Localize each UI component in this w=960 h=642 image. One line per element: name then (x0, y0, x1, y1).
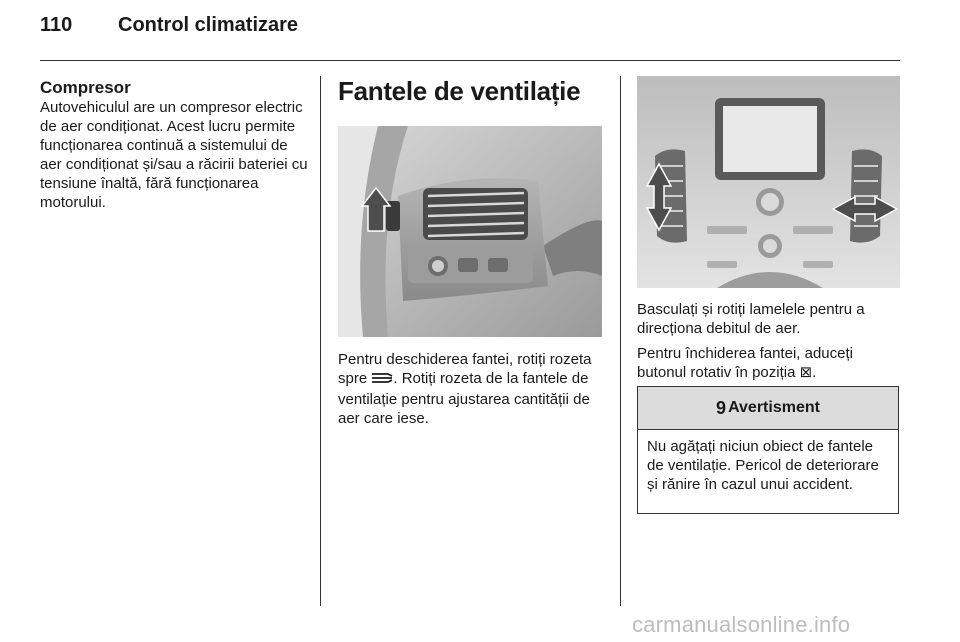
warning-title: Avertisment (728, 399, 820, 416)
airflow-lines-icon (371, 371, 393, 390)
column-divider (320, 76, 321, 606)
compresor-heading: Compresor (40, 78, 131, 97)
warning-text: Nu agățați niciun obiect de fantele de ventilație. Pericol de deteriorare și rănire în cazul unui accident. (647, 438, 879, 493)
ventilation-text (338, 350, 604, 428)
ventilation-text-part1: Pentru deschiderea fantei, rotiți rozeta spre (338, 351, 592, 387)
column-divider (620, 76, 621, 606)
page-header-title: Control climatizare (118, 14, 299, 36)
warning-box (637, 386, 899, 514)
warning-icon: 9 (716, 397, 727, 418)
column-ventilation (338, 74, 602, 108)
page-number: 110 (40, 14, 73, 36)
vent-photo (338, 126, 602, 337)
header-rule (40, 60, 900, 61)
dashboard-illustration (637, 76, 900, 288)
lamellae-text (637, 300, 900, 388)
warning-header (638, 387, 898, 430)
vent-illustration (338, 126, 602, 337)
column-compresor (40, 78, 310, 212)
lamellae-paragraph: Basculați și rotiți lamelele pentru a direcționa debitul de aer. (637, 301, 865, 337)
compresor-text: Autovehiculul are un compresor electric de aer condiționat. Acest lucru permite funcționarea continuă a sistemului de aer condiționat și/sau a răcirii bateriei cu tensiune înaltă, fără funcționarea motorului. (40, 99, 308, 211)
ventilation-paragraph (338, 350, 604, 428)
ventilation-text-part2: . Rotiți rozeta de la fantele de ventilație pentru ajustarea cantității de aer care iese. (338, 370, 590, 427)
watermark: carmanualsonline.info (632, 612, 851, 637)
close-vent-paragraph: Pentru închiderea fantei, aduceți butonul rotativ în poziția ⊠. (637, 345, 853, 381)
section-title: Fantele de ventilație (338, 76, 581, 106)
dashboard-photo (637, 76, 900, 288)
